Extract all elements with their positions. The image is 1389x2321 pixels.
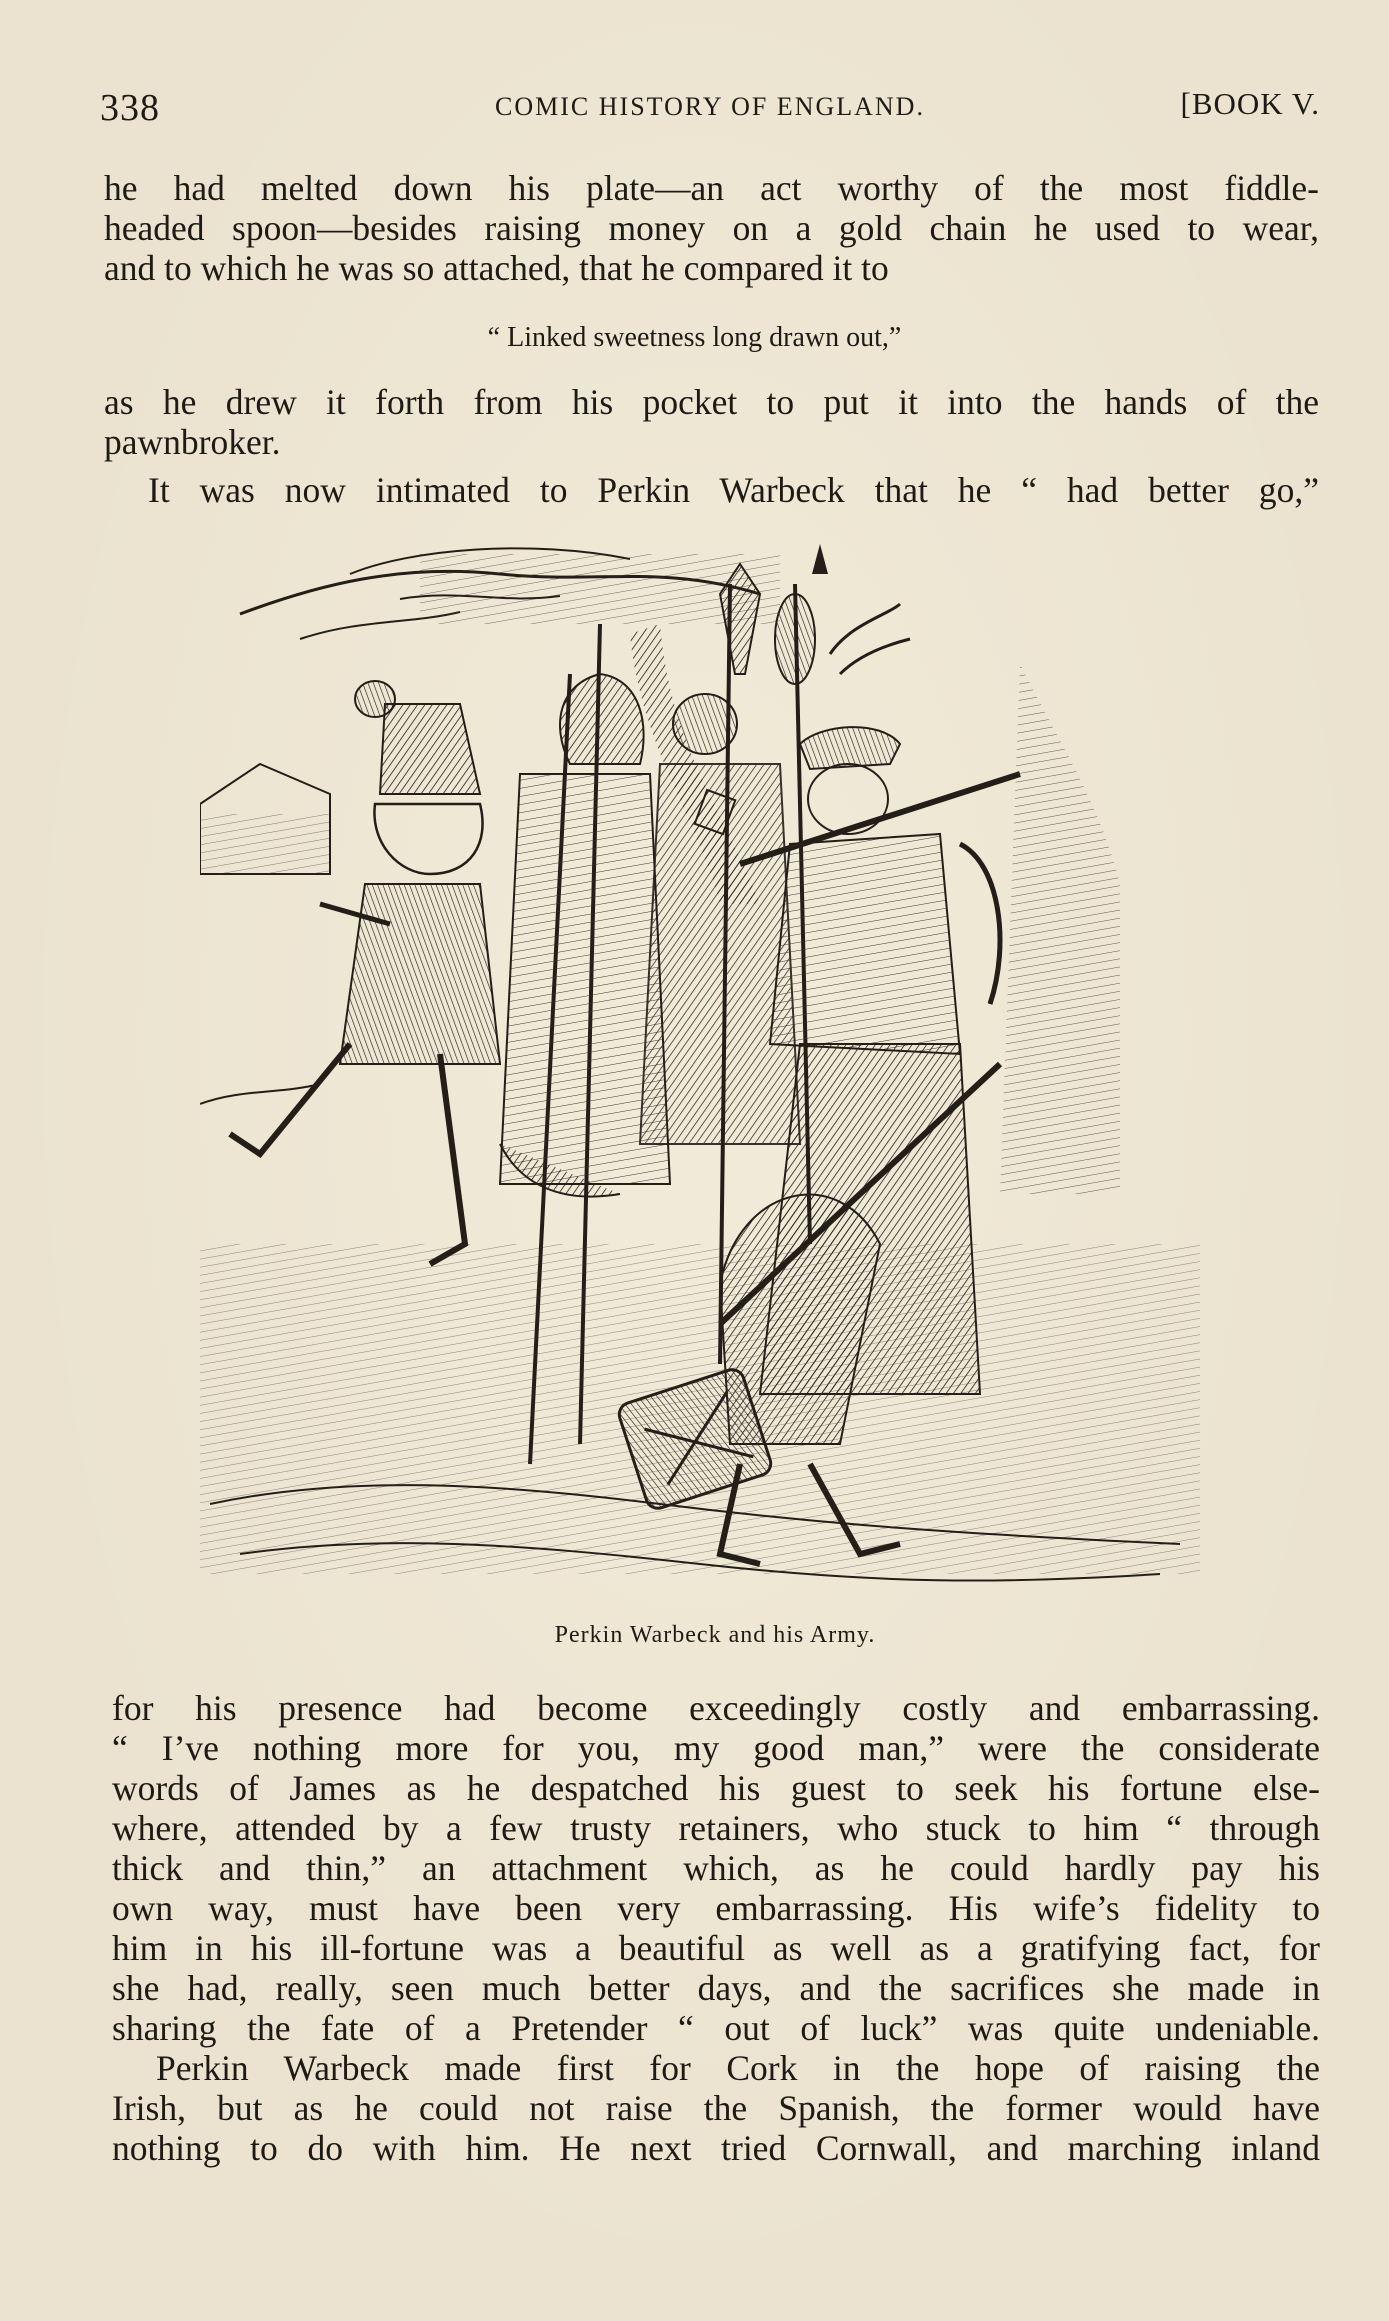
text-line: and to which he was so attached, that he compared it to bbox=[104, 248, 889, 288]
top-paragraph bbox=[104, 168, 1319, 288]
text-line: Irish, but as he could not raise the Spanish, the former would have bbox=[112, 2088, 1320, 2128]
text-line: own way, must have been very embarrassing. His wife’s fidelity to bbox=[112, 1888, 1320, 1928]
page-header bbox=[100, 82, 1320, 142]
bottom-paragraph-2 bbox=[112, 2048, 1320, 2168]
text-line: as he drew it forth from his pocket to put it into the hands of the bbox=[104, 382, 1319, 422]
illustration-caption: Perkin Warbeck and his Army. bbox=[554, 1622, 876, 1648]
text-line: It was now intimated to Perkin Warbeck that he “ had better go,” bbox=[148, 470, 1319, 510]
text-line: Perkin Warbeck made first for Cork in the hope of raising the bbox=[156, 2048, 1320, 2088]
text-line: him in his ill-fortune was a beautiful as well as a gratifying fact, for bbox=[112, 1928, 1320, 1968]
text-line: nothing to do with him. He next tried Cornwall, and marching inland bbox=[112, 2128, 1320, 2168]
text-line: sharing the fate of a Pretender “ out of luck” was quite undeniable. bbox=[112, 2008, 1320, 2048]
woodcut-illustration bbox=[200, 544, 1220, 1614]
verse-quote: “ Linked sweetness long drawn out,” bbox=[487, 322, 902, 353]
text-line: words of James as he despatched his guest to seek his fortune else- bbox=[112, 1768, 1320, 1808]
middle-paragraph bbox=[104, 382, 1319, 462]
text-line: where, attended by a few trusty retainers, who stuck to him “ through bbox=[112, 1808, 1320, 1848]
text-line: for his presence had become exceedingly costly and embarrassing. bbox=[112, 1688, 1320, 1728]
intimation-paragraph bbox=[104, 470, 1319, 510]
bottom-paragraph-1 bbox=[112, 1688, 1320, 2048]
text-line: headed spoon—besides raising money on a gold chain he used to wear, bbox=[104, 208, 1319, 248]
page-number: 338 bbox=[100, 87, 160, 129]
running-title: COMIC HISTORY OF ENGLAND. bbox=[495, 92, 925, 121]
text-line: he had melted down his plate—an act worthy of the most fiddle- bbox=[104, 168, 1319, 208]
book-marker: [BOOK V. bbox=[1180, 86, 1320, 121]
text-line: she had, really, seen much better days, and the sacrifices she made in bbox=[112, 1968, 1320, 2008]
text-line: thick and thin,” an attachment which, as he could hardly pay his bbox=[112, 1848, 1320, 1888]
text-line: “ I’ve nothing more for you, my good man,” were the considerate bbox=[112, 1728, 1320, 1768]
text-line: pawnbroker. bbox=[104, 422, 281, 462]
